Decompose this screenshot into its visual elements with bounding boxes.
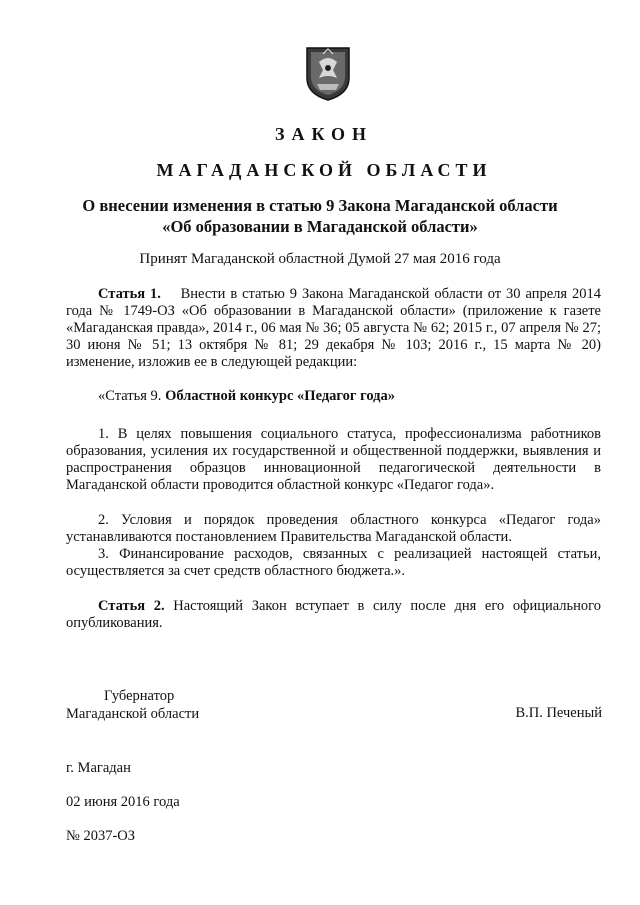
- signature-block: [66, 687, 199, 723]
- title-line-2: «Об образовании в Магаданской области»: [162, 217, 478, 236]
- article-1-label: Статья 1.: [98, 286, 161, 302]
- quoted-item-1: 1. В целях повышения социального статуса, профессионализма работников образования, усиления их государственной и общественной поддержки, выявления и распространения образцов инновационной педагогической деятельности в Магаданской области проводится областной конкурс «Педагог года».: [66, 426, 601, 493]
- article-2: [66, 598, 601, 632]
- quoted-item-3: 3. Финансирование расходов, связанных с реализацией настоящей статьи, осуществляется за счет средств областного бюджета.».: [66, 546, 601, 579]
- quoted-article-title: Областной конкурс «Педагог года»: [165, 388, 395, 404]
- article-2-text: Настоящий Закон вступает в силу после дня его официального опубликования.: [66, 598, 602, 631]
- quoted-article-prefix: «Статья 9.: [98, 388, 162, 404]
- adoption-note: Принят Магаданской областной Думой 27 мая 2016 года: [139, 251, 501, 267]
- signatory-position: Губернатор: [104, 688, 175, 704]
- article-2-label: Статья 2.: [98, 598, 165, 614]
- signatory-region: Магаданской области: [66, 706, 200, 722]
- article-1: [66, 286, 601, 371]
- coat-of-arms-icon: [303, 44, 353, 102]
- law-number: № 2037-ОЗ: [66, 828, 136, 844]
- signing-date: 02 июня 2016 года: [66, 794, 180, 810]
- article-1-text: Внести в статью 9 Закона Магаданской области от 30 апреля 2014 года № 1749-ОЗ «Об образовании в Магаданской области» (приложение к газете «Магаданская правда», 2014 г., 06 мая № 36; 05 августа № 62; 2015 г., 07 апреля № 27; 30 июня № 51; 13 октября № 81; 29 декабря № 103; 2016 г., 15 марта № 20) изменение, изложив ее в следующей редакции:: [66, 286, 602, 370]
- signing-place: г. Магадан: [66, 760, 131, 776]
- title-line-1: О внесении изменения в статью 9 Закона Магаданской области: [82, 196, 558, 215]
- region-heading: МАГАДАНСКОЙ ОБЛАСТИ: [156, 160, 492, 180]
- quoted-article-heading: [66, 388, 601, 405]
- law-heading: ЗАКОН: [274, 124, 374, 144]
- signatory-name: В.П. Печеный: [515, 705, 602, 721]
- document-title: [40, 195, 600, 237]
- quoted-item-2: 2. Условия и порядок проведения областного конкурса «Педагог года» устанавливаются постановлением Правительства Магаданской области.: [66, 512, 601, 545]
